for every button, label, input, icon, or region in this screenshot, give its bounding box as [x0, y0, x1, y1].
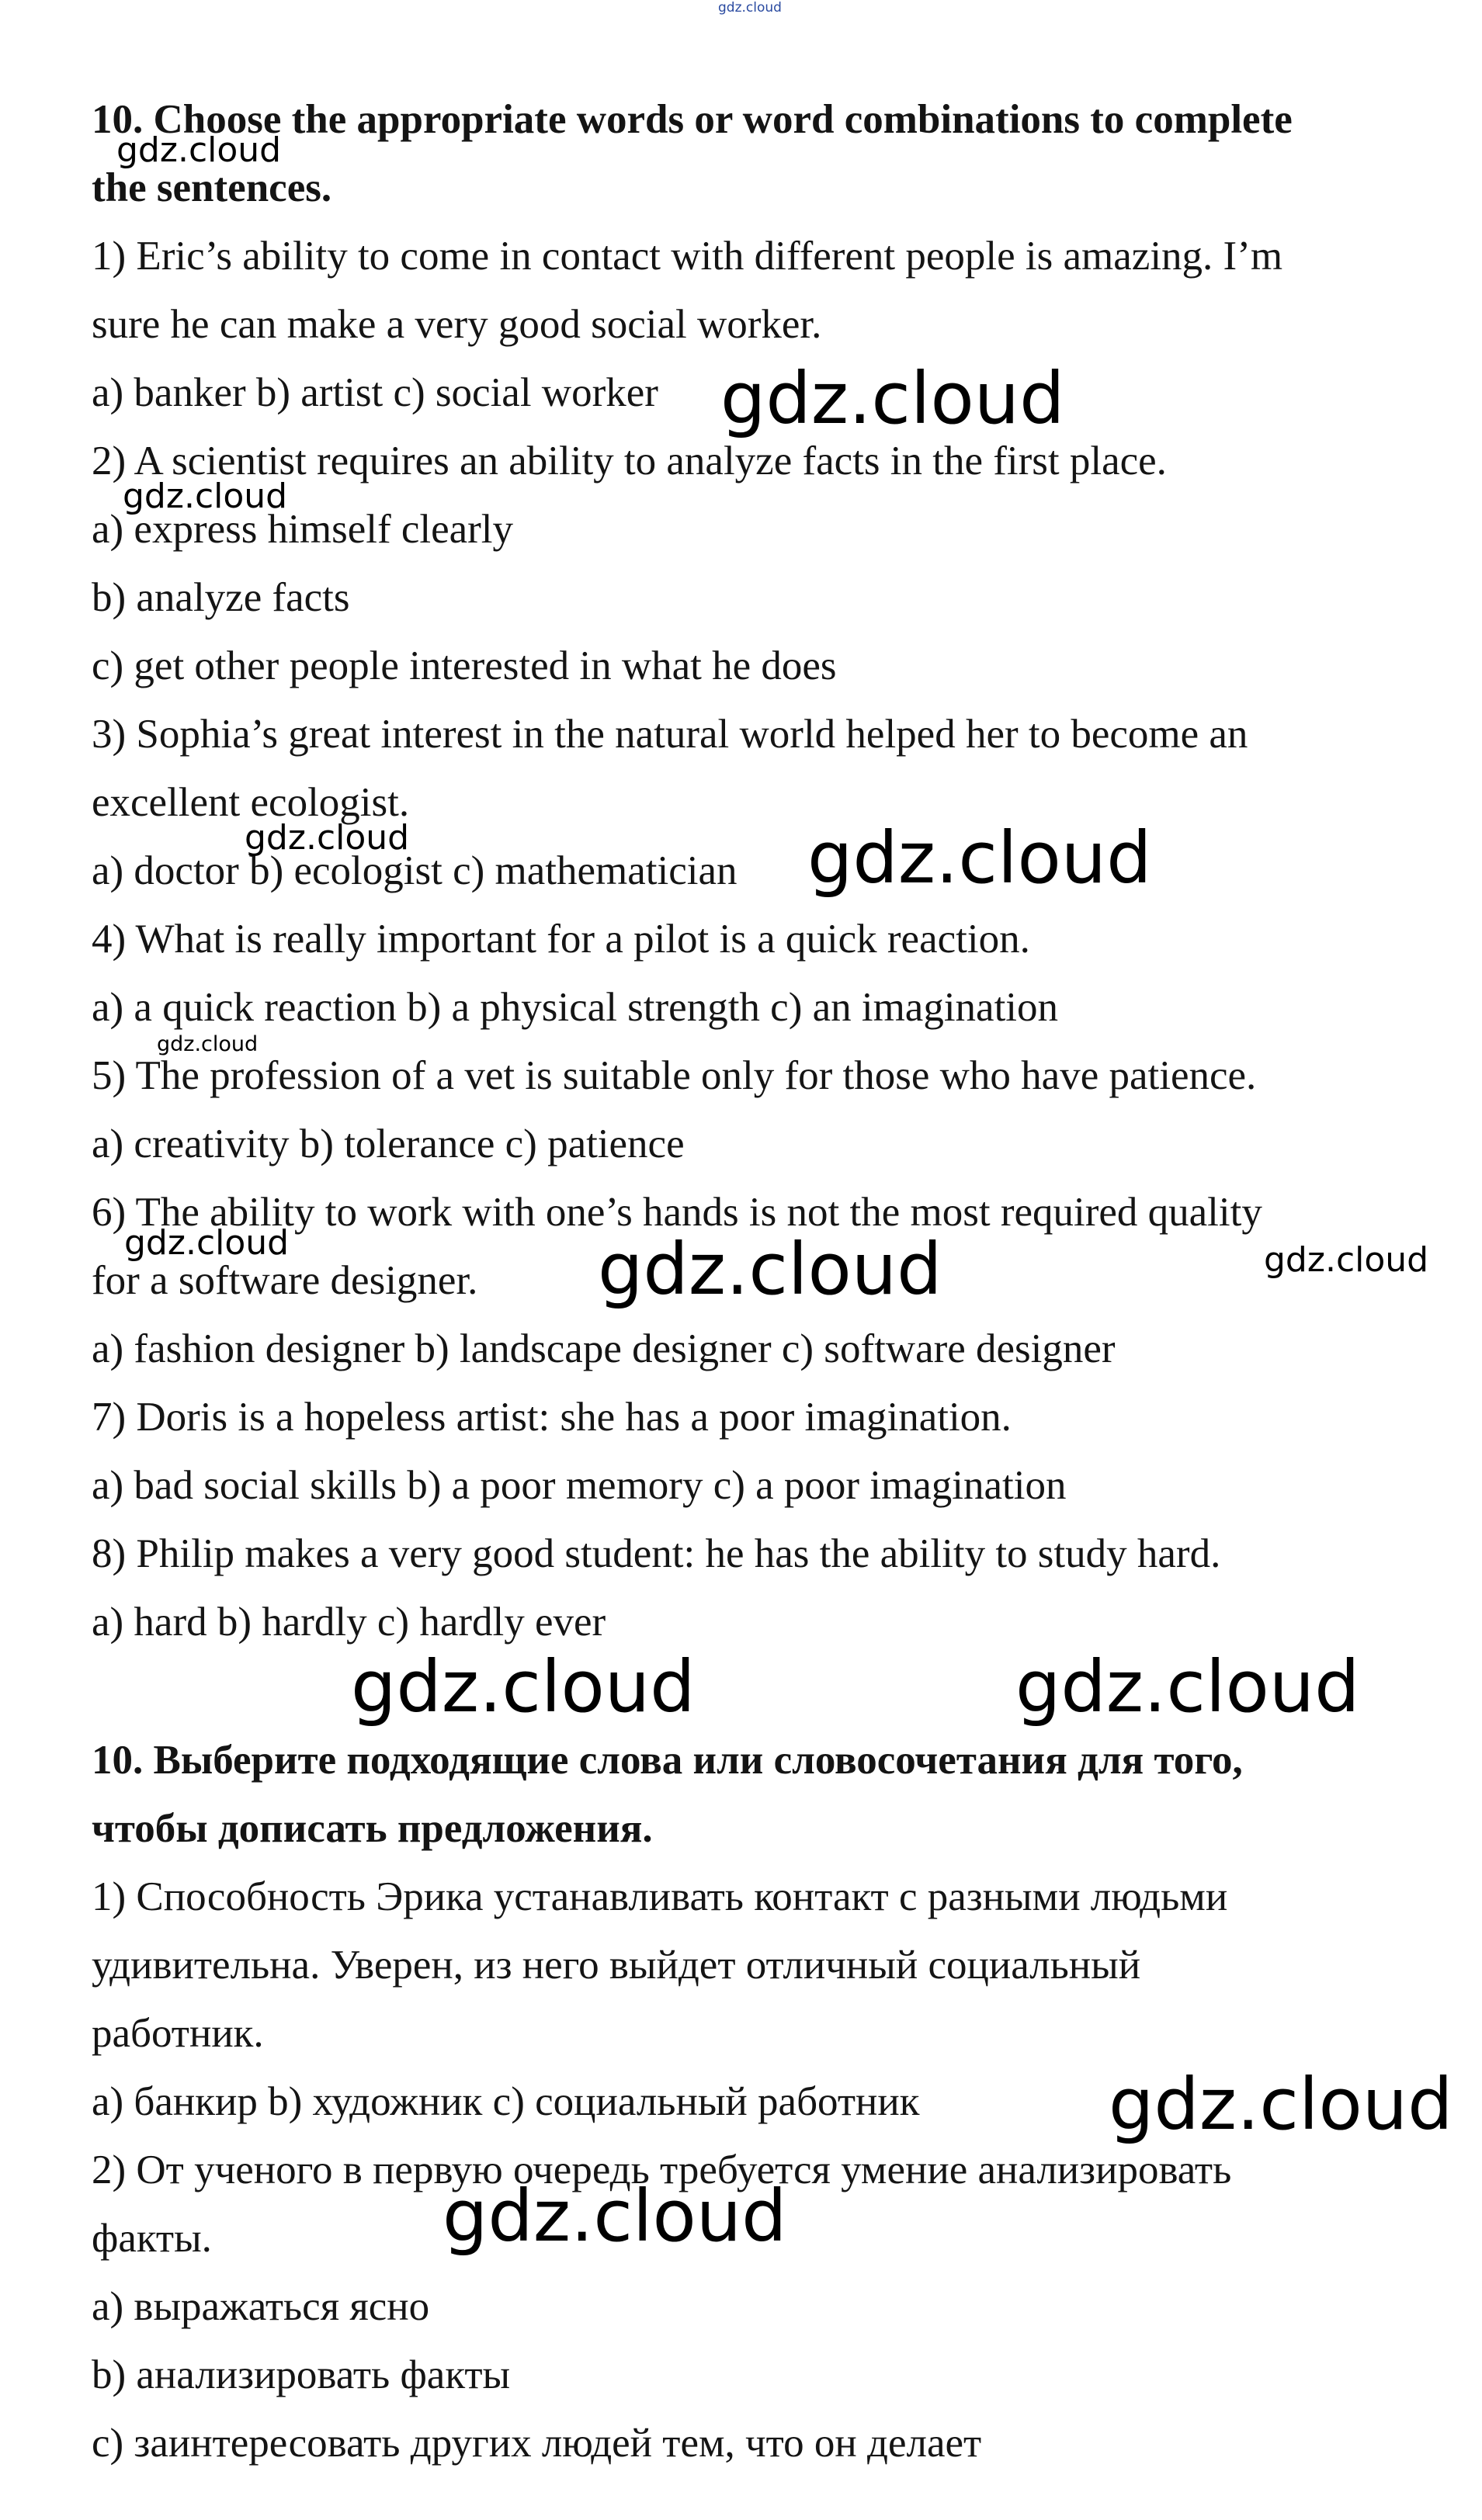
watermark: gdz.cloud	[123, 477, 288, 516]
watermark: gdz.cloud	[1109, 2063, 1453, 2146]
english-line: for a software designer.	[92, 1258, 478, 1303]
russian-line: 2) От ученого в первую очередь требуется умение анализировать	[92, 2147, 1232, 2192]
english-line: a) a quick reaction b) a physical strength c) an imagination	[92, 985, 1059, 1030]
watermark: gdz.cloud	[1015, 1645, 1360, 1728]
english-line: a) express himself clearly	[92, 507, 514, 552]
russian-line: b) анализировать факты	[92, 2352, 511, 2397]
english-title-line-1: 10. Choose the appropriate words or word combinations to complete	[92, 97, 1293, 142]
watermark: gdz.cloud	[443, 2175, 787, 2258]
english-line: 6) The ability to work with one’s hands is not the most required quality	[92, 1190, 1262, 1235]
watermark: gdz.cloud	[124, 1223, 290, 1263]
russian-line: c) заинтересовать других людей тем, что он делает	[92, 2421, 982, 2466]
english-line: a) fashion designer b) landscape designer c) software designer	[92, 1326, 1116, 1371]
english-line: 7) Doris is a hopeless artist: she has a poor imagination.	[92, 1395, 1012, 1440]
russian-title-line-2: чтобы дописать предложения.	[92, 1806, 653, 1851]
english-line: a) banker b) artist c) social worker	[92, 370, 658, 415]
watermark: gdz.cloud	[157, 1032, 259, 1056]
english-line: 1) Eric’s ability to come in contact with different people is amazing. I’m	[92, 234, 1283, 279]
english-line: a) hard b) hardly c) hardly ever	[92, 1600, 606, 1645]
english-line: excellent ecologist.	[92, 780, 410, 825]
russian-line: a) выражаться ясно	[92, 2284, 430, 2329]
russian-title-line-1: 10. Выберите подходящие слова или словосочетания для того,	[92, 1738, 1243, 1783]
english-line: a) doctor b) ecologist c) mathematician	[92, 848, 738, 893]
watermark: gdz.cloud	[598, 1228, 942, 1311]
watermark: gdz.cloud	[351, 1645, 696, 1728]
watermark: gdz.cloud	[720, 357, 1065, 440]
russian-line: 1) Способность Эрика устанавливать контакт с разными людьми	[92, 1874, 1228, 1919]
russian-line: удивительна. Уверен, из него выйдет отличный социальный	[92, 1943, 1141, 1988]
watermark: gdz.cloud	[116, 130, 282, 170]
english-line: c) get other people interested in what he does	[92, 643, 837, 688]
russian-line: факты.	[92, 2216, 212, 2261]
watermark: gdz.cloud	[807, 816, 1152, 900]
english-line: b) analyze facts	[92, 575, 350, 620]
english-line: a) bad social skills b) a poor memory c) a poor imagination	[92, 1463, 1067, 1508]
english-line: a) creativity b) tolerance c) patience	[92, 1121, 685, 1166]
english-line: 2) A scientist requires an ability to analyze facts in the first place.	[92, 438, 1167, 484]
russian-line: работник.	[92, 2011, 264, 2056]
english-line: 4) What is really important for a pilot is a quick reaction.	[92, 917, 1030, 962]
russian-line: a) банкир b) художник c) социальный работник	[92, 2079, 920, 2124]
english-line: sure he can make a very good social worker.	[92, 302, 822, 347]
top-watermark: gdz.cloud	[718, 0, 782, 16]
english-line: 3) Sophia’s great interest in the natural world helped her to become an	[92, 712, 1248, 757]
watermark: gdz.cloud	[245, 818, 410, 858]
english-line: 8) Philip makes a very good student: he has the ability to study hard.	[92, 1531, 1221, 1576]
english-title-line-2: the sentences.	[92, 165, 332, 210]
english-line: 5) The profession of a vet is suitable only for those who have patience.	[92, 1053, 1257, 1098]
watermark: gdz.cloud	[1264, 1240, 1429, 1280]
